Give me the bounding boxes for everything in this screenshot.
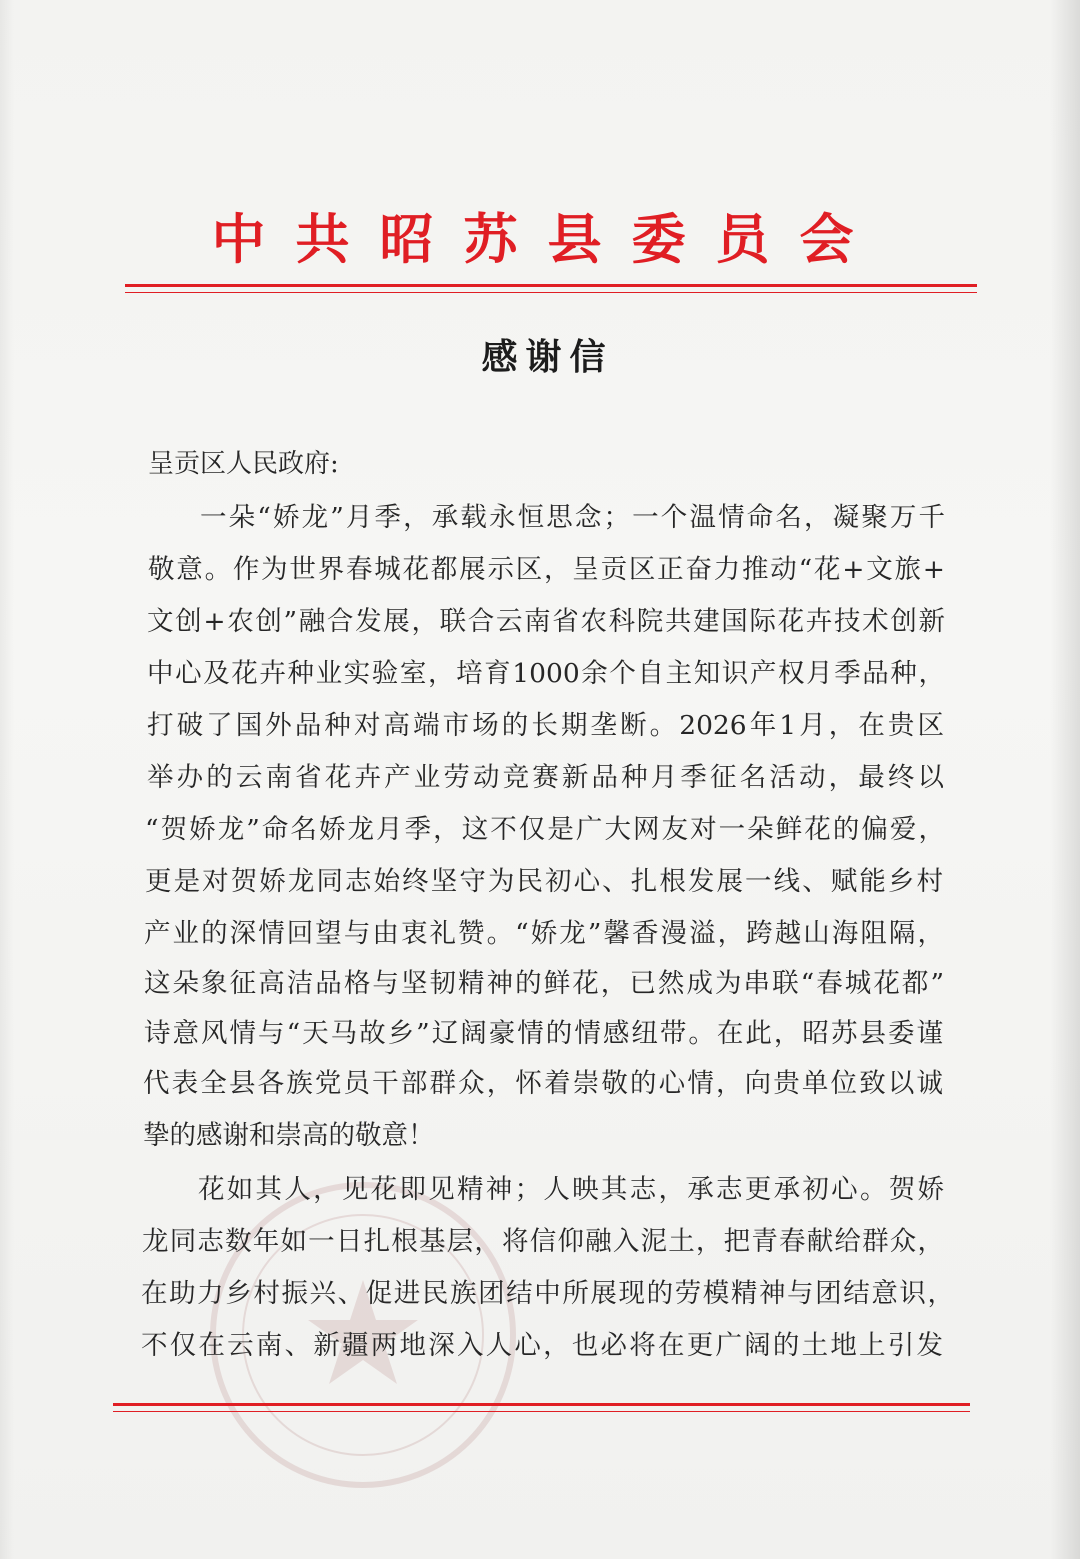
body-line: 这朵象征高洁品格与坚韧精神的鲜花，已然成为串联“春城花都”	[144, 968, 944, 999]
body-line: 花如其人，见花即见精神；人映其志，承志更承初心。贺娇	[198, 1174, 944, 1205]
body-line: 敬意。作为世界春城花都展示区，呈贡区正奋力推动“花+文旅+	[148, 554, 945, 585]
body-line: 中心及花卉种业实验室，培育1000余个自主知识产权月季品种，	[147, 658, 945, 689]
salutation: 呈贡区人民政府:	[148, 449, 339, 479]
issuing-organization-title: 中共昭苏县委员会	[211, 207, 884, 271]
body-line: “贺娇龙”命名娇龙月季，这不仅是广大网友对一朵鲜花的偏爱，	[145, 814, 945, 845]
body-line: 龙同志数年如一日扎根基层，将信仰融入泥土，把青春献给群众，	[142, 1226, 944, 1257]
header-red-rule-thick	[125, 284, 977, 287]
body-line: 挚的感谢和崇高的敬意！	[143, 1120, 435, 1151]
body-line: 打破了国外品种对高端市场的长期垄断。2026年1月，在贵区	[147, 710, 944, 741]
footer-red-rule-thin	[113, 1411, 970, 1412]
footer-red-rule-thick	[113, 1403, 970, 1406]
body-line: 在助力乡村振兴、促进民族团结中所展现的劳模精神与团结意识，	[141, 1278, 954, 1309]
body-line: 更是对贺娇龙同志始终坚守为民初心、扎根发展一线、赋能乡村	[145, 866, 943, 897]
body-line: 文创+农创”融合发展，联合云南省农科院共建国际花卉技术创新	[147, 606, 945, 637]
body-line: 不仅在云南、新疆两地深入人心，也必将在更广阔的土地上引发	[141, 1330, 943, 1361]
body-line: 产业的深情回望与由衷礼赞。“娇龙”馨香漫溢，跨越山海阻隔，	[144, 918, 944, 949]
header-red-rule-thin	[125, 292, 977, 293]
body-line: 诗意风情与“天马故乡”辽阔豪情的情感纽带。在此，昭苏县委谨	[144, 1018, 943, 1049]
body-line: 代表全县各族党员干部群众，怀着崇敬的心情，向贵单位致以诚	[143, 1068, 943, 1099]
letter-title: 感谢信	[481, 336, 614, 378]
body-line: 一朵“娇龙”月季，承载永恒思念；一个温情命名，凝聚万千	[200, 502, 945, 533]
body-line: 举办的云南省花卉产业劳动竞赛新品种月季征名活动，最终以	[147, 762, 944, 793]
